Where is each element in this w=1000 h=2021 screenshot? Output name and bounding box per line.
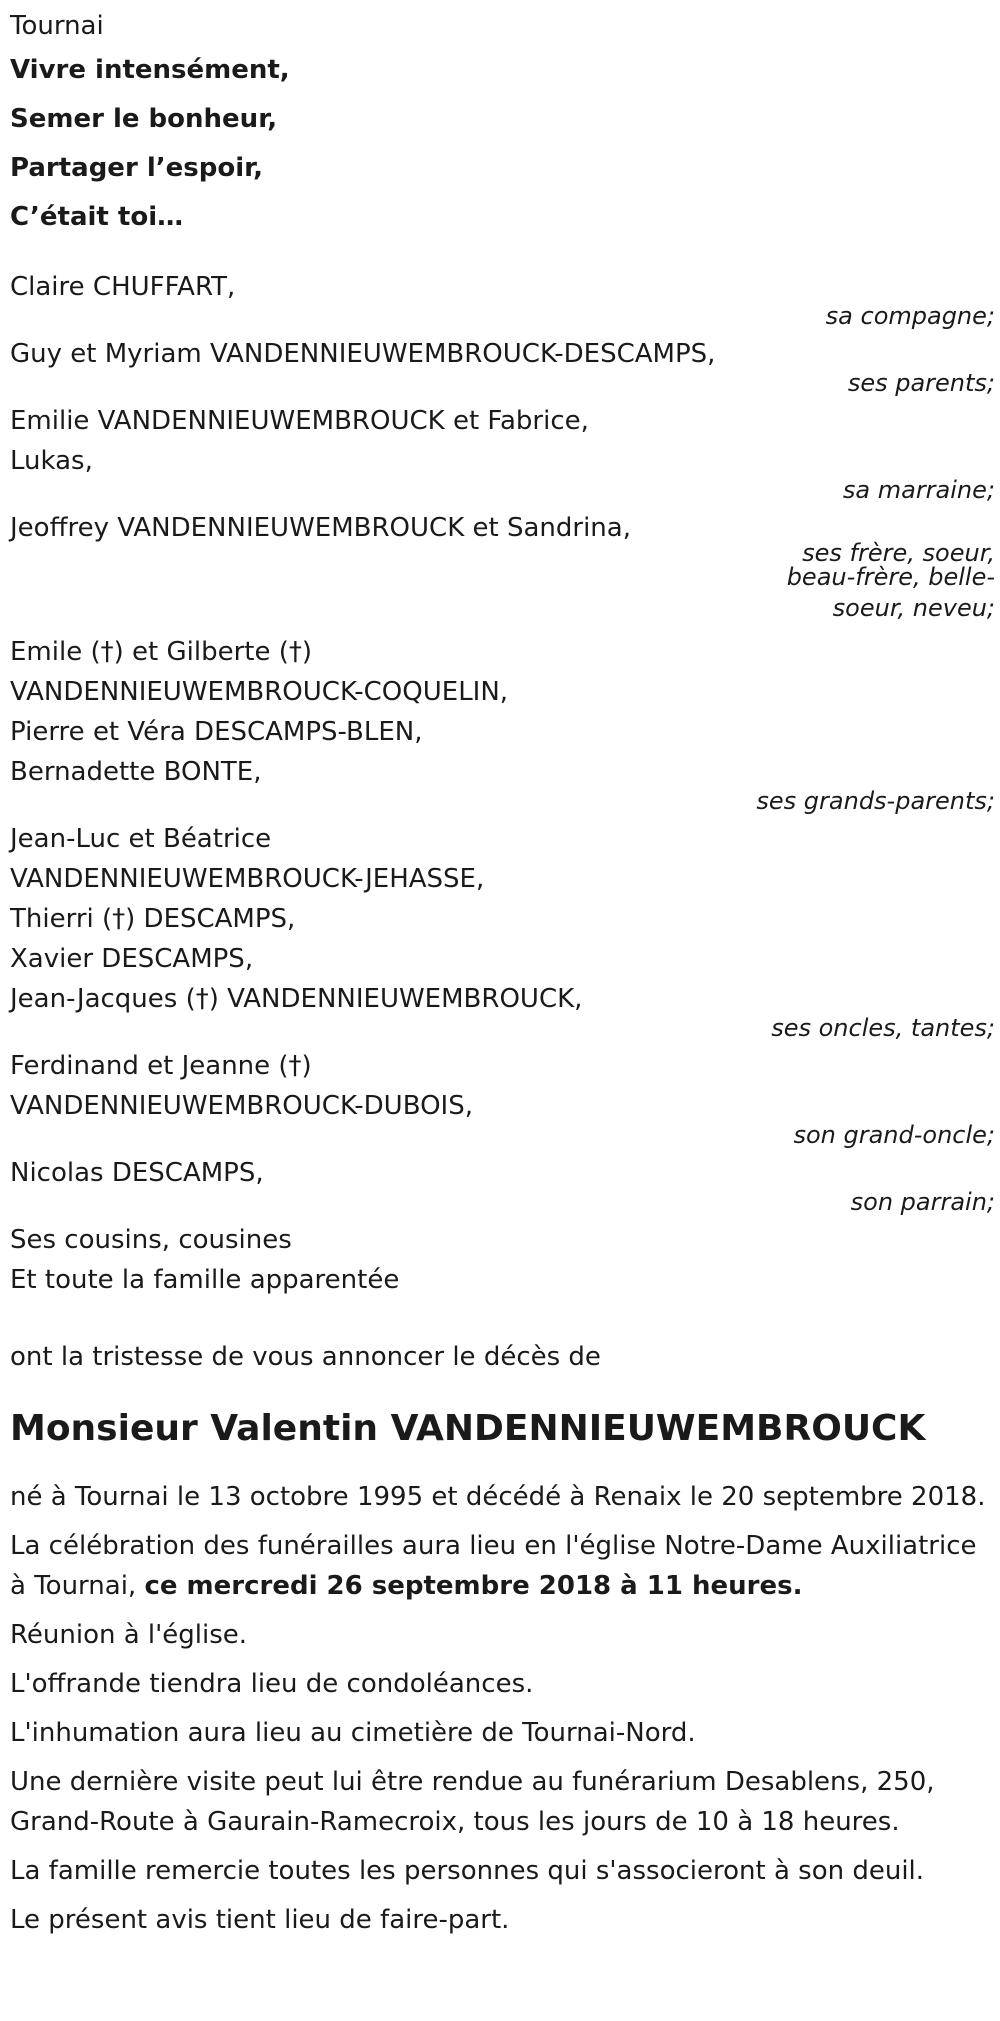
family-member: VANDENNIEUWEMBROUCK-DUBOIS, xyxy=(10,1091,473,1121)
poem-line: Semer le bonheur, xyxy=(10,104,278,134)
family-group xyxy=(10,267,995,331)
family-member: Jeoffrey VANDENNIEUWEMBROUCK et Sandrina, xyxy=(10,513,631,543)
family-role: ses grands-parents; xyxy=(756,787,995,815)
family-member: VANDENNIEUWEMBROUCK-JEHASSE, xyxy=(10,864,485,894)
family-member: Et toute la famille apparentée xyxy=(10,1265,400,1295)
notice-text: Le présent avis tient lieu de faire-part. xyxy=(10,1905,510,1935)
family-member: Emile (†) et Gilberte (†) xyxy=(10,637,312,667)
family-member: Jean-Jacques (†) VANDENNIEUWEMBROUCK, xyxy=(10,984,583,1014)
family-group xyxy=(10,1046,995,1150)
poem xyxy=(10,46,995,242)
family-group xyxy=(10,1153,995,1217)
family-group xyxy=(10,508,995,628)
family-member: Claire CHUFFART, xyxy=(10,272,236,302)
ceremony-text xyxy=(10,1526,995,1606)
family-role-line: ses frère, soeur, xyxy=(802,539,995,567)
family-member: Guy et Myriam VANDENNIEUWEMBROUCK-DESCAMPS, xyxy=(10,339,716,369)
family-member: Nicolas DESCAMPS, xyxy=(10,1158,264,1188)
family-role: sa compagne; xyxy=(825,302,995,330)
burial-text: L'inhumation aura lieu au cimetière de Tournai-Nord. xyxy=(10,1718,696,1748)
deceased-name: Monsieur Valentin VANDENNIEUWEMBROUCK xyxy=(10,1408,926,1449)
birth-death-text: né à Tournai le 13 octobre 1995 et décédé à Renaix le 20 septembre 2018. xyxy=(10,1482,986,1512)
ceremony-time: ce mercredi 26 septembre 2018 à 11 heures. xyxy=(144,1571,803,1601)
funeral-details xyxy=(10,1477,995,1940)
announcement-text: ont la tristesse de vous annoncer le décès de xyxy=(10,1342,601,1372)
family-member: Jean-Luc et Béatrice xyxy=(10,824,272,854)
family-member: Emilie VANDENNIEUWEMBROUCK et Fabrice, xyxy=(10,406,589,436)
family-role: son parrain; xyxy=(850,1188,995,1216)
family-role: ses parents; xyxy=(847,369,995,397)
obituary-content xyxy=(10,6,995,1949)
family-member: Bernadette BONTE, xyxy=(10,757,262,787)
poem-line: Partager l’espoir, xyxy=(10,153,263,183)
family-group xyxy=(10,401,995,505)
thanks-text: La famille remercie toutes les personnes qui s'associeront à son deuil. xyxy=(10,1856,925,1886)
family-member: Ferdinand et Jeanne (†) xyxy=(10,1051,312,1081)
meeting-text: Réunion à l'église. xyxy=(10,1620,248,1650)
family-role: sa marraine; xyxy=(842,476,995,504)
poem-line: C’était toi… xyxy=(10,202,184,232)
poem-line: Vivre intensément, xyxy=(10,55,290,85)
family-member: Xavier DESCAMPS, xyxy=(10,944,254,974)
family-role: son grand-oncle; xyxy=(793,1121,995,1149)
family-group xyxy=(10,632,995,816)
family-role-line: soeur, neveu; xyxy=(832,594,995,622)
family-member: Lukas, xyxy=(10,446,93,476)
offering-text: L'offrande tiendra lieu de condoléances. xyxy=(10,1669,534,1699)
family-member: Pierre et Véra DESCAMPS-BLEN, xyxy=(10,717,423,747)
family-list xyxy=(10,267,995,1300)
family-group xyxy=(10,1220,995,1300)
family-role-line: beau-frère, belle- xyxy=(786,563,995,591)
family-member: Thierri (†) DESCAMPS, xyxy=(10,904,296,934)
visit-text: Une dernière visite peut lui être rendue au funérarium Desablens, 250, Grand-Route à Gaurain-Ramecroix, tous les jours de 10 à 18 heures. xyxy=(10,1767,935,1837)
ceremony-intro: La célébration des funérailles aura lieu en l'église Notre-Dame Auxiliatrice à Tournai, xyxy=(10,1531,977,1601)
family-role: ses oncles, tantes; xyxy=(771,1014,995,1042)
family-member: VANDENNIEUWEMBROUCK-COQUELIN, xyxy=(10,677,509,707)
city-label: Tournai xyxy=(10,11,104,41)
family-group xyxy=(10,334,995,398)
family-role xyxy=(10,540,995,628)
family-group xyxy=(10,819,995,1043)
family-member: Ses cousins, cousines xyxy=(10,1225,292,1255)
